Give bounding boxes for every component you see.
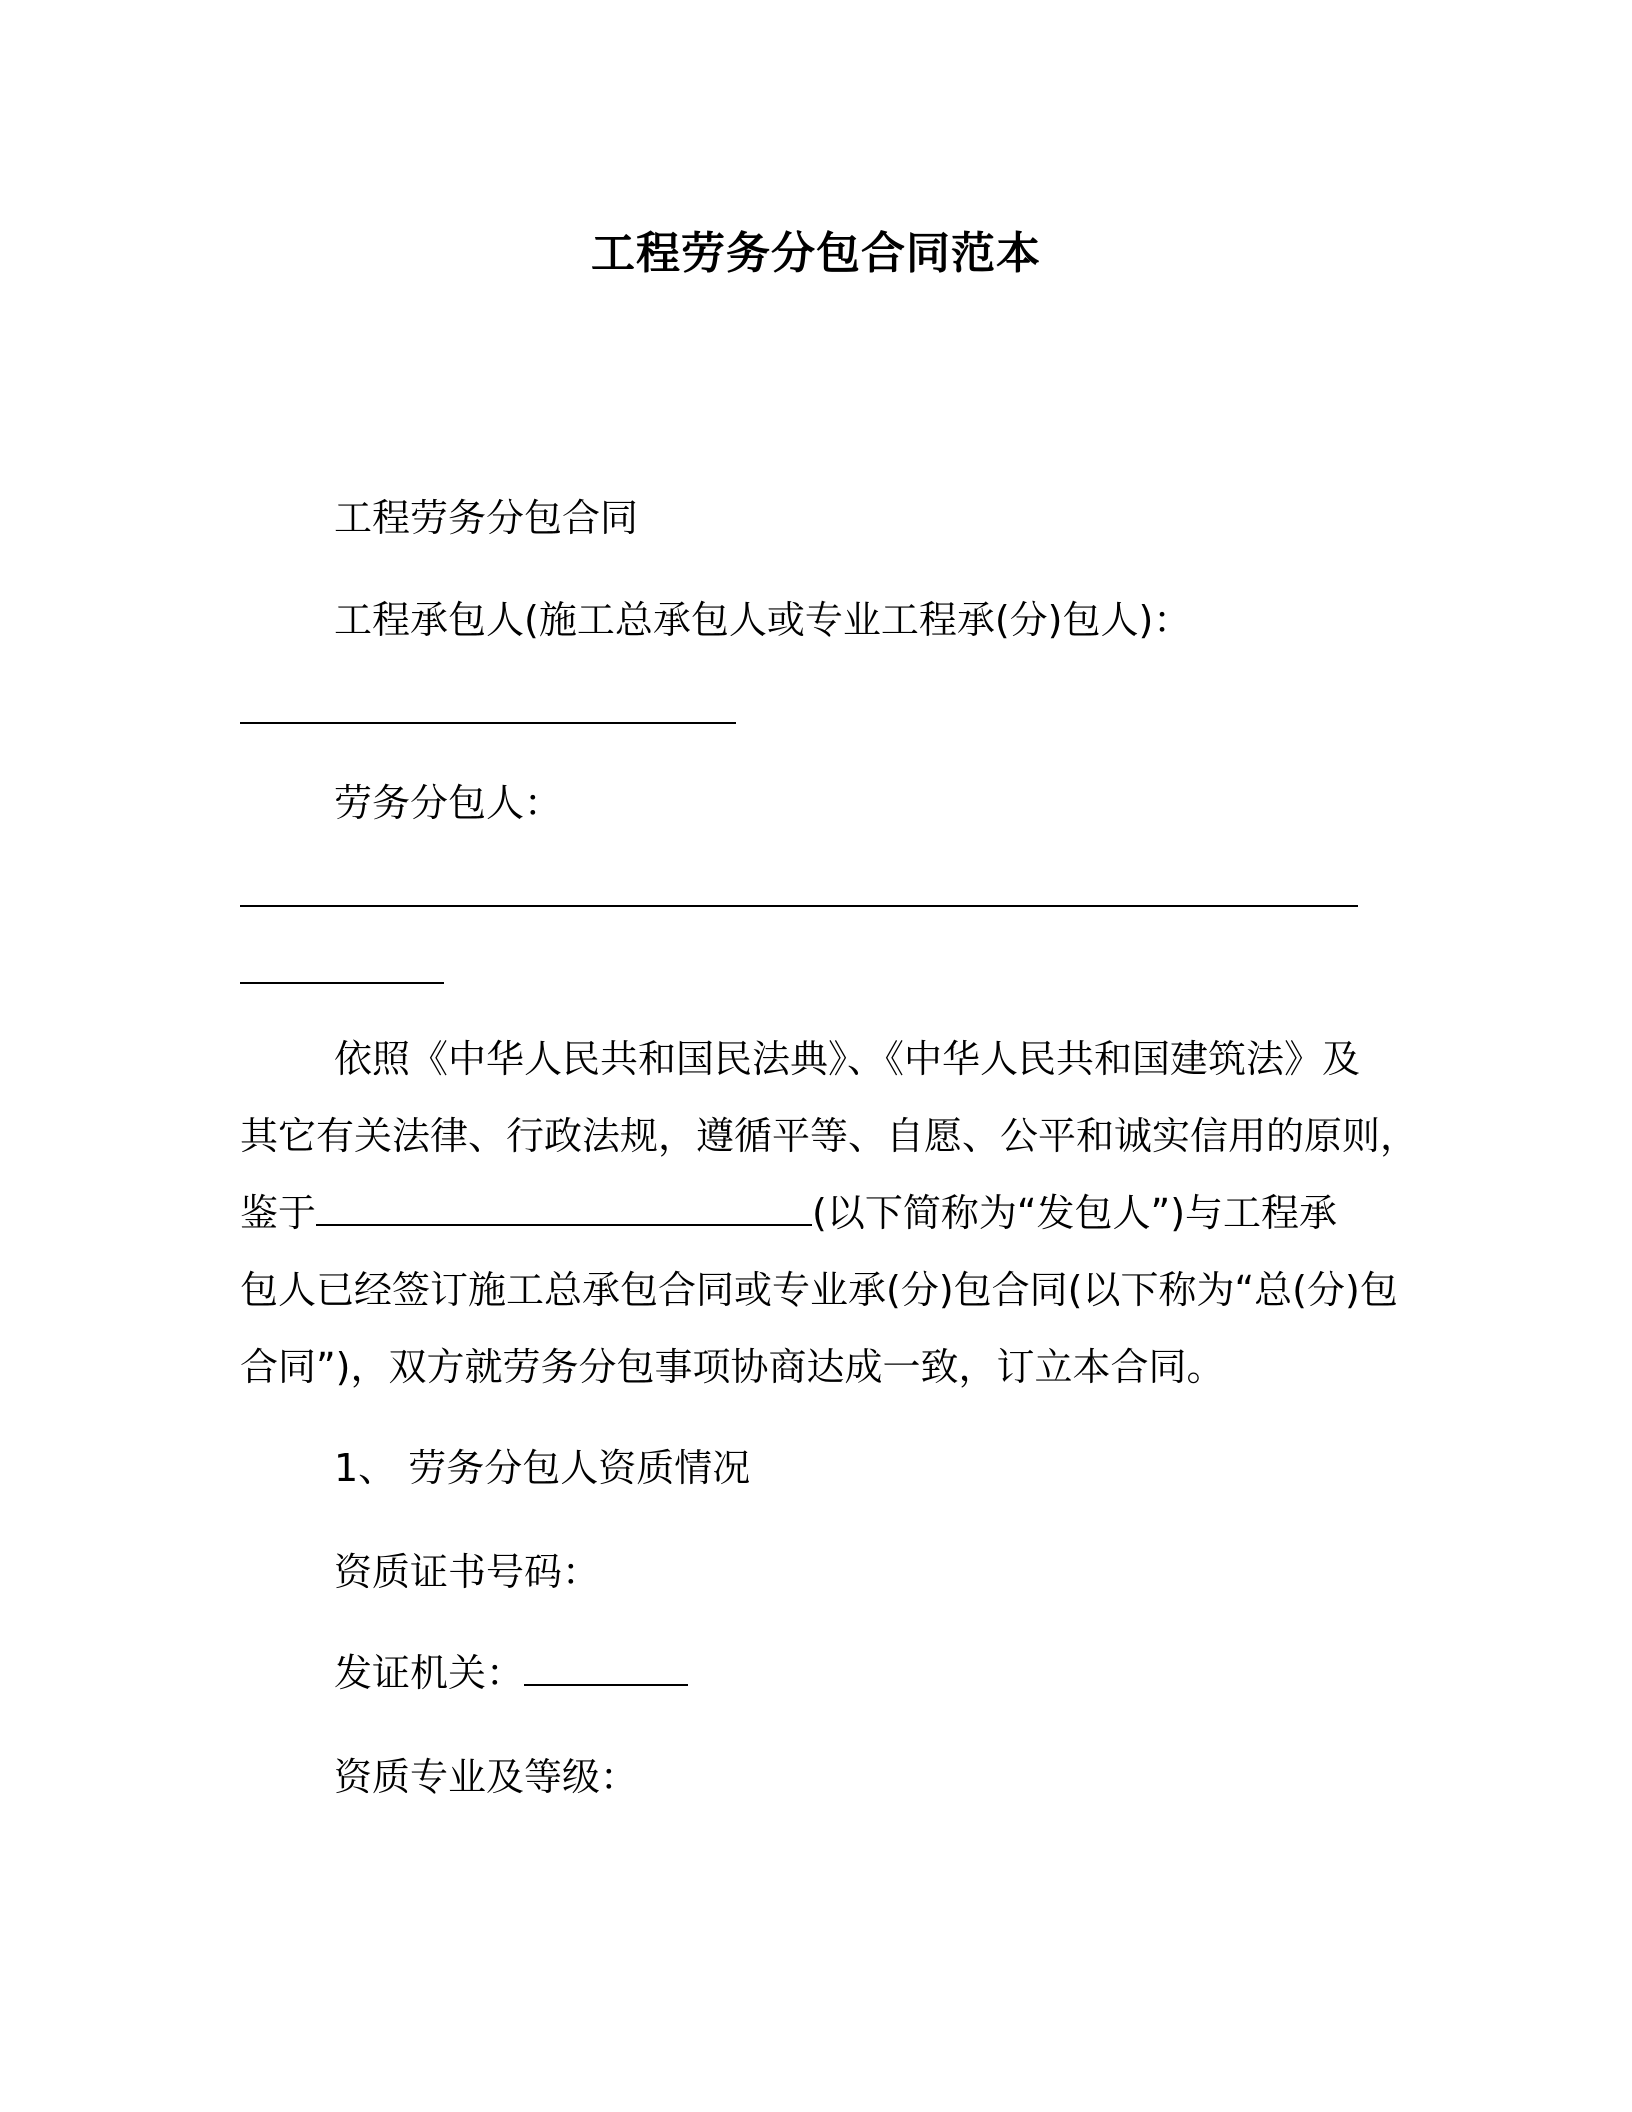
preamble-line-3-prefix: 鉴于 xyxy=(240,1191,317,1235)
preamble-line-2: 其它有关法律、行政法规，遵循平等、自愿、公平和诚实信用的原则， xyxy=(240,1114,1419,1158)
cert-number-label: 资质证书号码： xyxy=(334,1550,601,1594)
subcontractor-label: 劳务分包人： xyxy=(334,781,563,825)
contractor-label: 工程承包人(施工总承包人或专业工程承(分)包人)： xyxy=(334,598,1192,642)
employer-blank xyxy=(316,1190,812,1226)
preamble-line-3-suffix: (以下简称为“发包人”)与工程承 xyxy=(812,1191,1338,1235)
subcontractor-blank-1 xyxy=(240,905,1358,907)
preamble-line-4: 包人已经签订施工总承包合同或专业承(分)包合同(以下称为“总(分)包 xyxy=(240,1268,1398,1312)
document-title: 工程劳务分包合同范本 xyxy=(591,228,1041,279)
contract-heading: 工程劳务分包合同 xyxy=(334,496,639,540)
qualification-label: 资质专业及等级： xyxy=(334,1755,639,1799)
issuer-row xyxy=(334,1649,688,1697)
subcontractor-blank-2 xyxy=(240,982,444,984)
section-1-heading: 1、 劳务分包人资质情况 xyxy=(334,1446,751,1490)
preamble-line-5: 合同”)，双方就劳务分包事项协商达成一致，订立本合同。 xyxy=(240,1345,1225,1389)
issuer-blank xyxy=(524,1650,688,1686)
contractor-blank xyxy=(240,722,736,724)
issuer-label: 发证机关： xyxy=(334,1651,525,1695)
preamble-line-1: 依照《中华人民共和国民法典》、《中华人民共和国建筑法》及 xyxy=(334,1037,1361,1081)
preamble-line-3 xyxy=(240,1189,1337,1237)
